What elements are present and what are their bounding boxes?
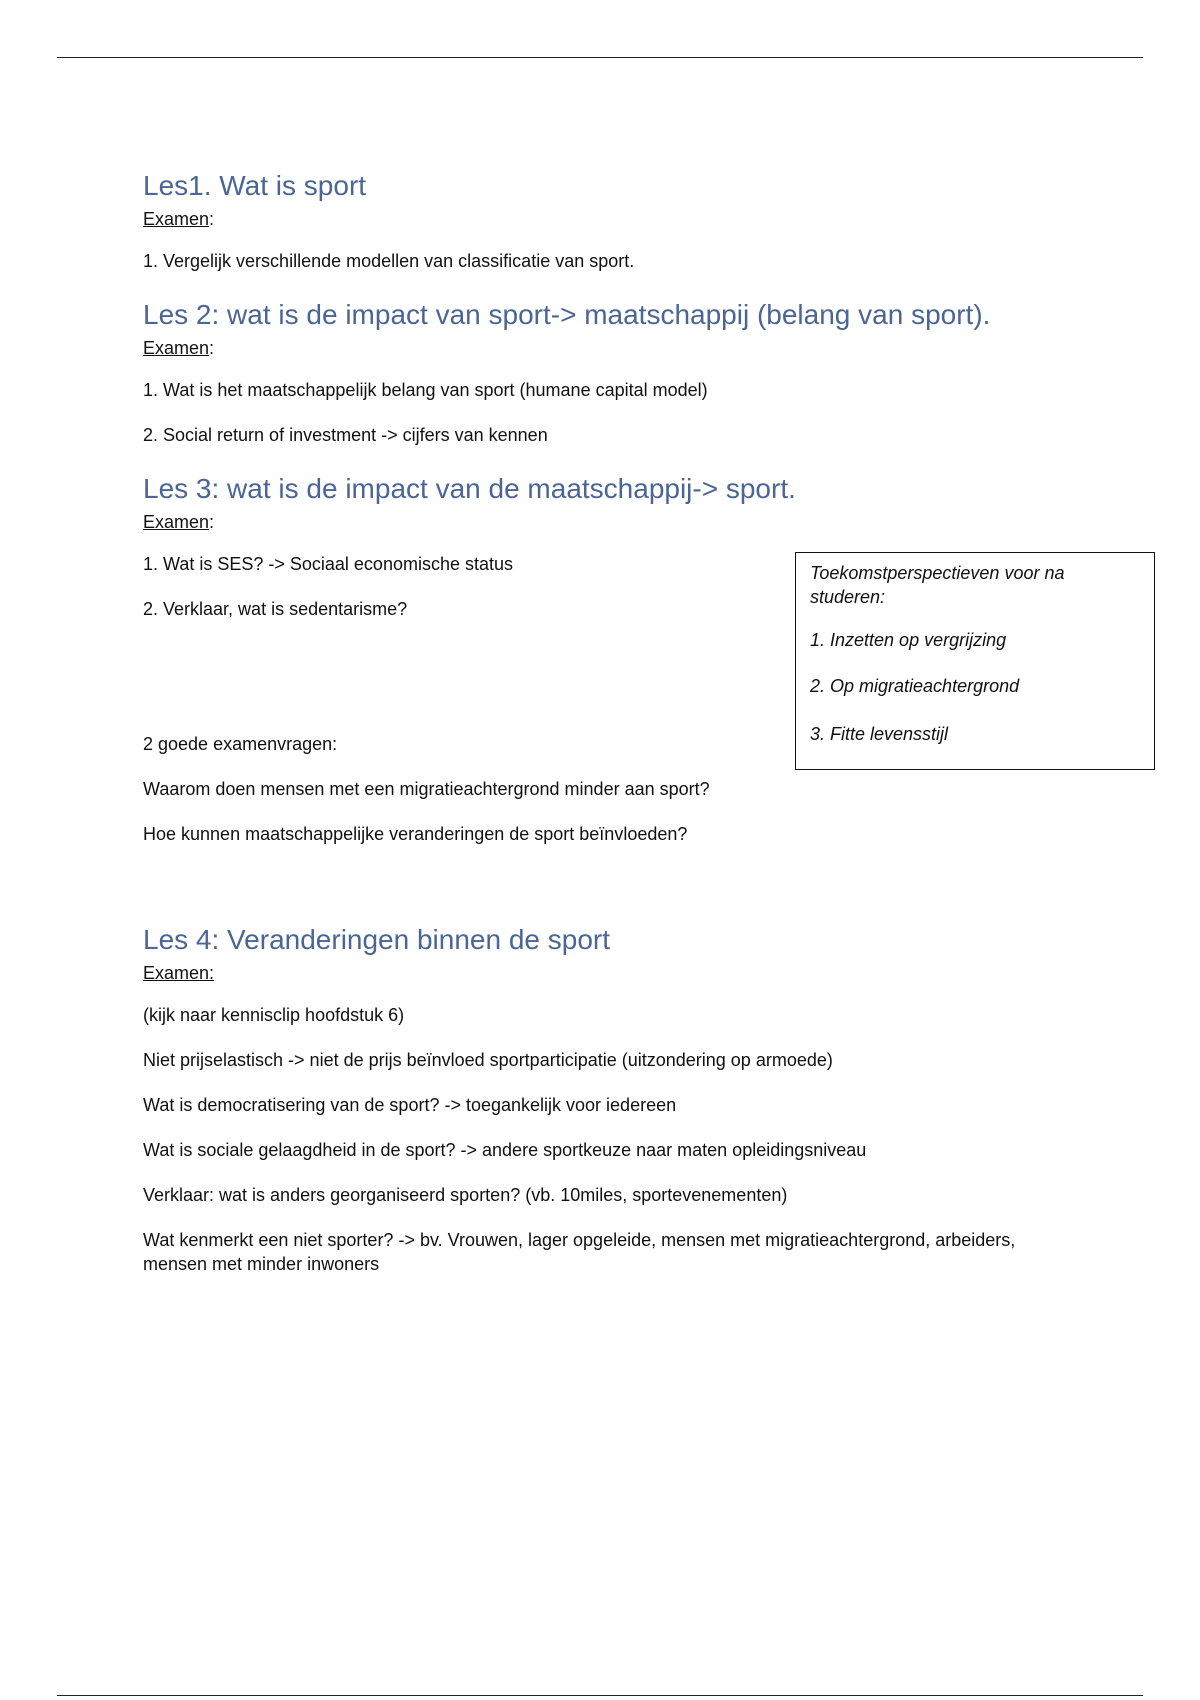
callout-box (795, 552, 1155, 770)
callout-item: 1. Inzetten op vergrijzing (810, 630, 1007, 650)
section-les-4 (143, 922, 1043, 1276)
list-item: Verklaar: wat is anders georganiseerd sporten? (vb. 10miles, sportevenementen) (143, 1185, 788, 1205)
callout-item: 3. Fitte levensstijl (810, 724, 949, 744)
list-item: Wat is sociale gelaagdheid in de sport? -> andere sportkeuze naar maten opleidingsniveau (143, 1140, 867, 1160)
section-les-1 (143, 168, 1043, 273)
list-item: Wat is democratisering van de sport? -> toegankelijk voor iedereen (143, 1095, 677, 1115)
list-item: 2. Social return of investment -> cijfers van kennen (143, 425, 548, 445)
list-item: 2. Verklaar, wat is sedentarisme? (143, 599, 408, 619)
list-item: 1. Wat is SES? -> Sociaal economische status (143, 554, 514, 574)
list-item: Waarom doen mensen met een migratieachtergrond minder aan sport? (143, 779, 710, 799)
section-les-2 (143, 297, 1043, 447)
section-heading: Les 2: wat is de impact van sport-> maatschappij (belang van sport). (143, 299, 991, 330)
exam-label: Examen: (143, 338, 215, 358)
section-heading: Les1. Wat is sport (143, 170, 367, 201)
exam-label: Examen: (143, 209, 215, 229)
list-item: 1. Wat is het maatschappelijk belang van sport (humane capital model) (143, 380, 708, 400)
list-item: Wat kenmerkt een niet sporter? -> bv. Vrouwen, lager opgeleide, mensen met migratieachtergrond, arbeiders, mensen met minder inwoners (143, 1230, 1016, 1274)
list-item: Niet prijselastisch -> niet de prijs beïnvloed sportparticipatie (uitzondering op armoede) (143, 1050, 833, 1070)
exam-label: Examen: (143, 963, 215, 983)
section-heading: Les 4: Veranderingen binnen de sport (143, 924, 611, 955)
exam-label: Examen: (143, 512, 215, 532)
callout-item: 2. Op migratieachtergrond (810, 676, 1020, 696)
list-item: (kijk naar kennisclip hoofdstuk 6) (143, 1005, 405, 1025)
exam-questions-title: 2 goede examenvragen: (143, 734, 338, 754)
bottom-rule (57, 1695, 1143, 1696)
callout-title: Toekomstperspectieven voor na studeren: (810, 563, 1065, 607)
list-item: 1. Vergelijk verschillende modellen van classificatie van sport. (143, 251, 635, 271)
list-item: Hoe kunnen maatschappelijke veranderingen de sport beïnvloeden? (143, 824, 688, 844)
top-rule (57, 57, 1143, 58)
section-heading: Les 3: wat is de impact van de maatschappij-> sport. (143, 473, 796, 504)
